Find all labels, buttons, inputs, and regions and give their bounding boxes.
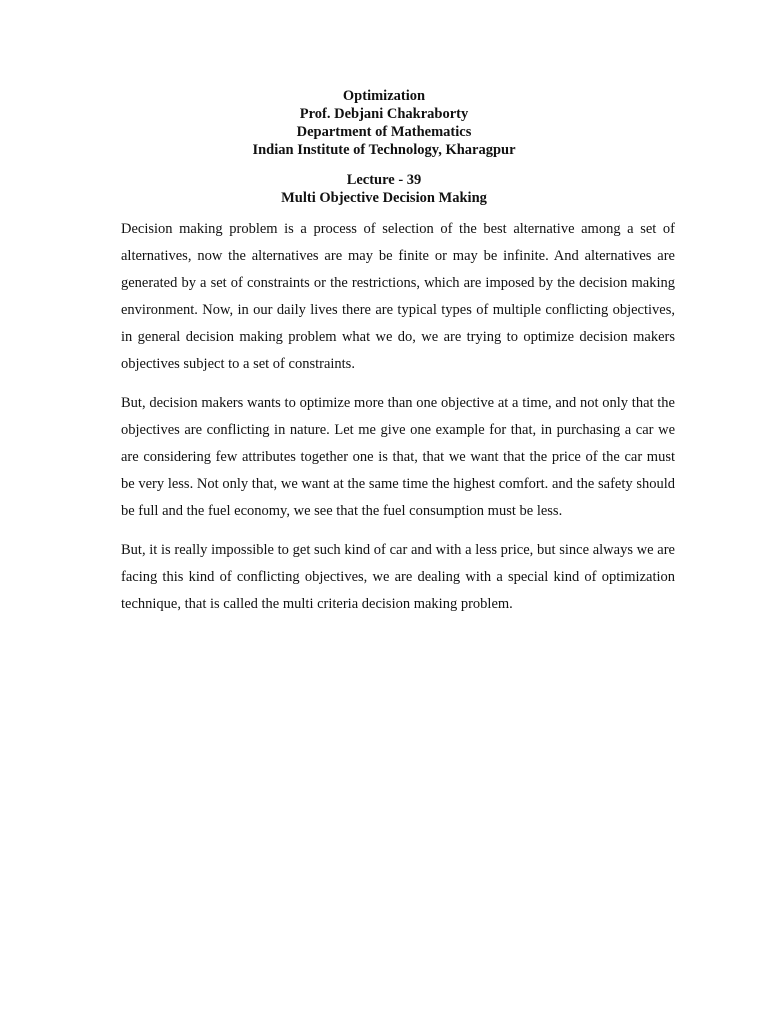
lecture-number: Lecture - 39: [346, 172, 422, 188]
paragraph-3: But, it is really impossible to get such kind of car and with a less price, but since always we are facing this kind of conflicting objectives, we are dealing with a special kind of optimization technique, that is called the multi criteria decision making problem.: [121, 542, 675, 612]
paragraph-1: Decision making problem is a process of selection of the best alternative among a set of alternatives, now the alternatives are may be finite or may be infinite. And alternatives are generated by a set of constraints or the restrictions, which are imposed by the decision making environment. Now, in our daily lives there are typical types of multiple conflicting objectives, in general decision making problem what we do, we are trying to optimize decision makers objectives subject to a set of constraints.: [121, 221, 675, 372]
lecture-heading: [0, 171, 768, 207]
course-title: Optimization: [342, 88, 426, 104]
document-header: [0, 87, 768, 159]
professor-name: Prof. Debjani Chakraborty: [299, 106, 469, 122]
paragraph-2: But, decision makers wants to optimize more than one objective at a time, and not only that the objectives are conflicting in nature. Let me give one example for that, in purchasing a car we are considering few attributes together one is that, that we want that the price of the car must be very less. Not only that, we want at the same time the highest comfort. and the safety should be full and the fuel economy, we see that the fuel consumption must be less.: [121, 395, 675, 519]
institute-name: Indian Institute of Technology, Kharagpur: [252, 142, 516, 158]
lecture-body: [121, 216, 675, 630]
department-name: Department of Mathematics: [296, 124, 472, 140]
lecture-title: Multi Objective Decision Making: [281, 190, 487, 206]
